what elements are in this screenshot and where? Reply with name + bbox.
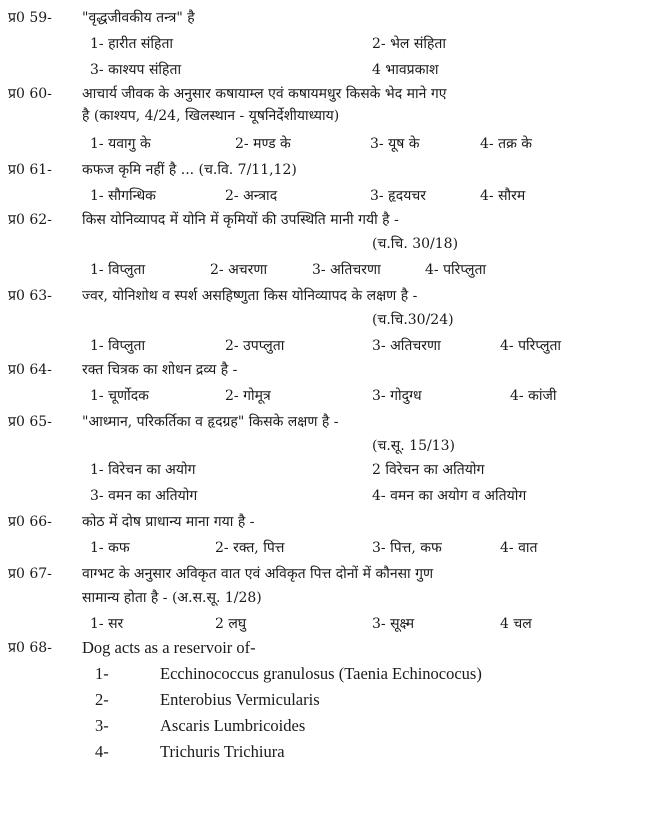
question-number: प्र0 64-: [8, 362, 52, 378]
option: 2 विरेचन का अतियोग: [372, 462, 485, 478]
question-number: प्र0 65-: [8, 414, 52, 430]
question-text: कोठ में दोष प्राधान्य माना गया है -: [82, 514, 255, 530]
option: 2- अचरणा: [210, 262, 268, 278]
question-text: किस योनिव्यापद में योनि में कृमियों की उपस्थिति मानी गयी है -: [82, 212, 399, 228]
question-text: कफज कृमि नहीं है ... (च.वि. 7/11,12): [82, 162, 297, 178]
question-number: प्र0 59-: [8, 10, 52, 26]
option-number: 2-: [95, 690, 109, 709]
question-text: वाग्भट के अनुसार अविकृत वात एवं अविकृत पित्त दोनों में कौनसा गुण: [82, 566, 434, 582]
option: 3- सूक्ष्म: [372, 616, 415, 632]
option: 3- अतिचरणा: [312, 262, 381, 278]
option: 4 चल: [500, 616, 532, 632]
option: 1- कफ: [90, 540, 130, 556]
option: 4 भावप्रकाश: [372, 62, 439, 78]
option: 1- विरेचन का अयोग: [90, 462, 196, 478]
option-number: 3-: [95, 716, 109, 735]
option-number: 4-: [95, 742, 109, 761]
question-text: आचार्य जीवक के अनुसार कषायाम्ल एवं कषायमधुर किसके भेद माने गए: [82, 86, 447, 102]
option: Ecchinococcus granulosus (Taenia Echinococus): [160, 664, 482, 683]
option: 4- सौरम: [480, 188, 526, 204]
question-text: है (काश्यप, 4/24, खिलस्थान - यूषनिर्देशीयाध्याय): [82, 108, 340, 124]
question-number: प्र0 62-: [8, 212, 52, 228]
option: 2- भेल संहिता: [372, 36, 447, 52]
question-reference: (च.सू. 15/13): [372, 438, 455, 454]
option: 3- पित्त, कफ: [372, 540, 442, 556]
question-reference: (च.चि. 30/18): [372, 236, 459, 252]
option: 3- यूष के: [370, 136, 420, 152]
question-number: प्र0 63-: [8, 288, 52, 304]
question-number: प्र0 68-: [8, 640, 52, 656]
option: 1- हारीत संहिता: [90, 36, 174, 52]
option: 2- मण्ड के: [235, 136, 291, 152]
question-number: प्र0 67-: [8, 566, 52, 582]
option: 4- वात: [500, 540, 538, 556]
option: 3- हृदयचर: [370, 188, 426, 204]
question-text: "आध्मान, परिकर्तिका व हृदग्रह" किसके लक्षण है -: [82, 414, 339, 430]
option: 2- अन्त्राद: [225, 188, 278, 204]
option: 1- सर: [90, 616, 124, 632]
question-text: "वृद्धजीवकीय तन्त्र" है: [82, 10, 195, 26]
option: 3- वमन का अतियोग: [90, 488, 198, 504]
option: 3- गोदुग्ध: [372, 388, 422, 404]
question-text: रक्त चित्रक का शोधन द्रव्य है -: [82, 362, 238, 378]
option: 4- वमन का अयोग व अतियोग: [372, 488, 527, 504]
question-text: Dog acts as a reservoir of-: [82, 638, 256, 657]
option: 2- रक्त, पित्त: [215, 540, 285, 556]
option: Trichuris Trichiura: [160, 742, 285, 761]
option: 1- चूर्णोदक: [90, 388, 149, 404]
question-number: प्र0 66-: [8, 514, 52, 530]
question-number: प्र0 61-: [8, 162, 52, 178]
option-number: 1-: [95, 664, 109, 683]
option: Ascaris Lumbricoides: [160, 716, 306, 735]
question-reference: (च.चि.30/24): [372, 312, 454, 328]
option: 4- परिप्लुता: [500, 338, 562, 354]
question-text: सामान्य होता है - (अ.स.सू. 1/28): [82, 590, 262, 606]
option: Enterobius Vermicularis: [160, 690, 320, 709]
option: 4- तक्र के: [480, 136, 533, 152]
option: 3- अतिचरणा: [372, 338, 441, 354]
question-text: ज्वर, योनिशोथ व स्पर्श असहिष्णुता किस योनिव्यापद के लक्षण है -: [82, 288, 418, 304]
option: 2- उपप्लुता: [225, 338, 285, 354]
option: 4- परिप्लुता: [425, 262, 487, 278]
option: 4- कांजी: [510, 388, 557, 404]
option: 1- विप्लुता: [90, 262, 146, 278]
option: 1- विप्लुता: [90, 338, 146, 354]
option: 1- सौगन्धिक: [90, 188, 156, 204]
option: 2 लघु: [215, 616, 247, 632]
option: 1- यवागु के: [90, 136, 151, 152]
question-number: प्र0 60-: [8, 86, 52, 102]
option: 3- काश्यप संहिता: [90, 62, 182, 78]
option: 2- गोमूत्र: [225, 388, 271, 404]
